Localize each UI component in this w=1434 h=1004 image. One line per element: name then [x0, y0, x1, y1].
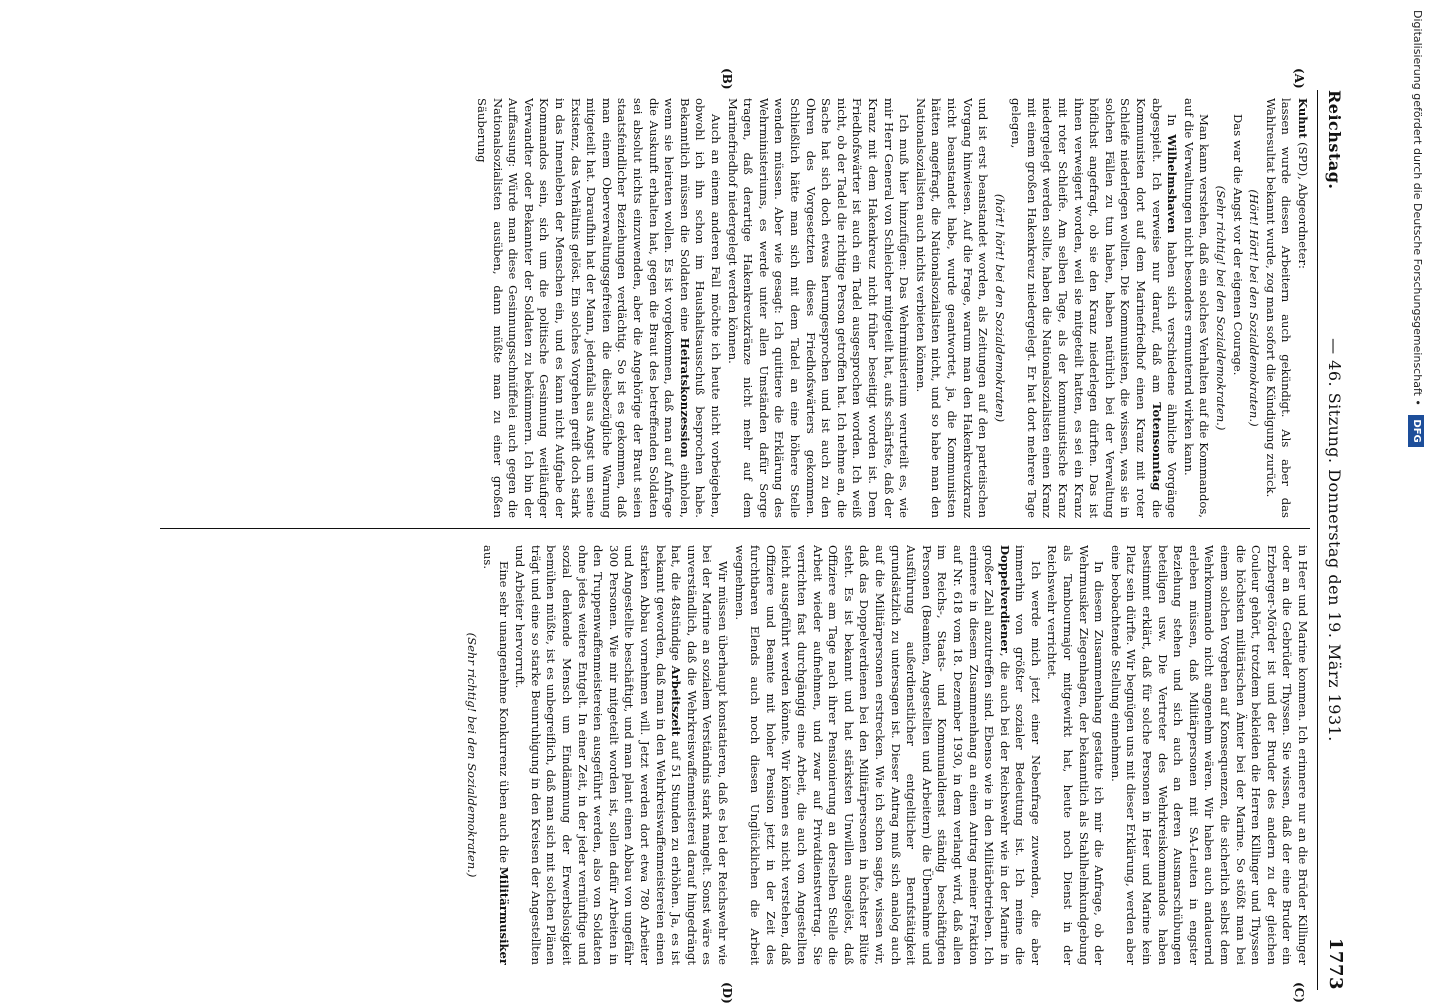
paragraph-arbeitszeit: Wir müssen überhaupt konstatieren, daß es bei der Reichswehr wie bei der Marine an sozialem Verständnis stark mangelt. Sonst wäre es unverständlich, daß die Wehrkreiswaffenmeisterei darauf hingedrängt hat, die 48stündige Arbeitszeit auf 51 Stunden zu erhöhen. Ja, es ist bekannt geworden, daß man in den Wehrkreiswaffenmeistereien einen starken Abbau vornehmen will. Jetzt werden dort etwa 780 Arbeiter und Angestellte beschäftigt, und man plant einen Abbau von ungefähr 300 Personen. Wie mir mitgeteilt worden ist, sollen dafür Arbeiten in den Truppenwaffenmeistereien ausgeführt werden, also von Soldaten ohne jedes weitere Entgelt. In einer Zeit, in der jeder vernünftige und sozial denkende Mensch um Eindämmung der Erwerbslosigkeit bemühen müßte, ist es unbegreiflich, daß man sich mit solchen Plänen trägt und eine so starke Beunruhigung in den Kreisen der Angestellten und Arbeiter hervorruft.: [513, 545, 731, 965]
paragraph: in Heer und Marine kommen. Ich erinnere nur an die Brüder Killinger oder an die Gebrüder Thyssen. Sie wissen, daß der eine Bruder ein Erzberger-Mörder ist und der Bruder des andern zu der gleichen Couleur gehört, trotzdem bekleiden die Herren Killinger und Thyssen die höchsten militärischen Ämter bei der Marine. So stößt man bei einem solchen Vorgehen auf Konsequenzen, die sicherlich selbst dem Wehrkommando nicht angenehm wären. Wir haben auch andauernd erleben müssen, daß Militärpersonen mit SA-Leuten in engster Beziehung stehen und sich auch an deren Ausmarschübungen beteiligen usw. Die Vertreter des Wehrkreiskommandos haben bestimmt erklärt, daß für solche Personen in Heer und Marine kein Platz sein dürfte. Wir begnügen uns mit dieser Erklärung, werden aber eine beobachtende Stellung einnehmen.: [1108, 545, 1310, 965]
paragraph: und ist erst beanstandet worden, als Zeitungen auf den parteiischen Vorgang hinwiesen. Auf die Frage, warum man den Hakenkreuzkranz nicht beanstandet habe, wurde geantwortet, ja, die Kommunisten hätten angefragt, die Nationalsozialisten nicht, und so habe man den Nationalsozialisten auch nichts verbieten können.: [913, 98, 991, 518]
dfg-logo: DFG: [1408, 415, 1424, 446]
credit-text: [1406, 10, 1428, 990]
margin-marker-b: (B): [720, 68, 734, 90]
credit-label: Digitalisierung gefördert durch die Deutsche Forschungsgemeinschaft •: [1411, 10, 1424, 406]
margin-marker-c: (C): [1292, 982, 1306, 1003]
paragraph: In diesem Zusammenhang gestatte ich mir die Anfrage, ob der Wehrmusiker Ziegenhagen, der bekanntlich als Stahlhelmkundgebung als Tambourmajor mitgewirkt hat, heute noch Dienst in der Reichswehr verrichtet.: [1045, 545, 1107, 965]
interjection: (Sehr richtig! bei den Sozialdemokraten.): [464, 632, 479, 878]
bold-keyword: Totensonntag: [1149, 402, 1164, 491]
bold-keyword: Militärmusiker: [496, 866, 511, 965]
speaker-name: Kuhnt: [1296, 98, 1310, 139]
bold-keyword: Heiratskonzession: [677, 337, 692, 458]
paragraph: Das war die Angst vor der eigenen Courage.: [1230, 114, 1245, 376]
interjection: (Hört! Hört! bei den Sozialdemokraten.): [1247, 189, 1262, 427]
column-divider: [160, 528, 1310, 529]
header-title: — 46. Sitzung. Donnerstag den 19. März 1931.: [1325, 338, 1344, 742]
paragraph-heiratskonzession: Auch an einem anderen Fall möchte ich heute nicht vorbeigehen, obwohl ich ihn schon im Haushaltsausschuß besprochen habe. Bekanntlich müssen die Soldaten eine Heiratskonzession einholen, wenn sie heiraten wollen. Es ist vorgekommen, daß man auf Anfrage die Auskunft erhalten hat, gegen die Braut des betreffenden Soldaten sei absolut nichts einzuwenden, aber die Angehörige der Braut seien staatsfeindlicher Beziehungen verdächtig. So ist es gekommen, daß man einem Oberverwaltungsgefreiten die diesbezügliche Warnung mitgeteilt hat. Daraufhin hat der Mann, jedenfalls aus Angst um seine Existenz, das Verhältnis gelöst. Ein solches Vorgehen greift doch stark in das Innenleben der Menschen ein, und es kann nicht Aufgabe der Kommandos sein, sich um die politische Gesinnung weitläufiger Verwandter oder Bekannter der Soldaten zu bekümmern. Ich bin der Auffassung: Würde man diese Gesinnungsschnüffelei auch gegen die Nationalsozialisten ausüben, dann müßte man zu einer großen Säuberung: [475, 98, 724, 518]
bold-keyword: Wilhelmshaven: [1165, 134, 1180, 234]
paragraph: Ich muß hier hinzufügen: Das Wehrministerium verurteilt es, wie mir Herr General von Schleicher mitgeteilt hat, aufs schärfste, daß der Kranz mit dem Hakenkreuz nicht früher beseitigt worden ist. Dem Friedhofswärter ist auch ein Tadel ausgesprochen worden. Ich weiß nicht, ob der Tadel die richtige Person getroffen hat. Ich nehme an, die Sache hat sich doch etwas herumgesprochen und ist auch zu den Ohren des Vorgesetzten dieses Friedhofswärters gekommen. Schließlich hätte man sich mit dem Tadel an eine höhere Stelle wenden müssen. Aber wie gesagt: Ich quittiere die Erklärung des Wehrministeriums, es werde unter allen Umständen dafür Sorge tragen, daß derartige Hakenkreuzkränze nicht mehr auf dem Marinefriedhof niedergelegt werden können.: [725, 98, 912, 518]
digitization-credit: [1406, 10, 1428, 990]
left-text-column: [160, 98, 1310, 518]
bold-keyword: Doppelverdiener: [997, 545, 1012, 653]
page-header: [1317, 90, 1346, 990]
paragraph-militaermusiker: Eine sehr unangenehme Konkurrenz üben auch die Militärmusiker aus.: [481, 545, 511, 965]
paragraph: lassen wurde diesen Arbeitern auch gekündigt. Als aber das Wahlresultat bekannt wurde, zog man sofort die Kündigung zurück.: [1263, 98, 1294, 518]
interjection: (hört! hört! bei den Sozialdemokraten): [992, 193, 1007, 423]
margin-marker-a: (A): [1292, 68, 1306, 89]
speaker-role: (SPD), Abgeordneter:: [1296, 142, 1310, 269]
paragraph-wilhelmshaven: In Wilhelmshaven haben sich verschiedene ähnliche Vorgänge abgespielt. Ich verweise nur darauf, daß am Totensonntag die Kommunisten dort auf dem Marinefriedhof einen Kranz mit roter Schleife niederlegen wollten. Die Kommunisten, die wissen, was sie in solchen Fällen zu tun haben, haben natürlich bei der Verwaltung höflichst angefragt, ob sie den Kranz niederlegen dürften. Das ist ihnen verweigert worden, weil sie mitgeteilt hatten, es sei ein Kranz mit roter Schleife. Am selben Tage, als der kommunistische Kranz niedergelegt werden sollte, haben die Nationalsozialisten einen Kranz mit einem großen Hakenkreuz niedergelegt. Er hat dort mehrere Tage gelegen,: [1009, 98, 1180, 518]
right-text-column: [160, 545, 1310, 965]
speaker-line: [1294, 98, 1310, 518]
paragraph-doppelverdiener: Ich werde mich jetzt einer Nebenfrage zuwenden, die aber immerhin von größter sozialer Bedeutung ist. Ich meine die Doppelverdiener, die auch bei der Reichswehr wie in der Marine in großer Zahl anzutreffen sind. Ebenso wie in den Militärbetrieben. Ich erinnere in diesem Zusammenhang an einen Antrag meiner Fraktion auf Nr. 618 vom 18. Dezember 1930, in dem verlangt wird, daß allen im Reichs-, Staats- und Kommunaldienst ständig beschäftigten Personen (Beamten, Angestellten und Arbeitern) die Übernahme und Ausführung außerdienstlicher entgeltlicher Berufstätigkeit grundsätzlich zu untersagen ist. Dieser Antrag muß sich analog auch auf die Militärpersonen erstrecken. Wie ich schon sagte, wissen wir, daß das Doppelverdienen bei den Militärpersonen in höchster Blüte steht. Es ist bekannt und hat stärksten Unwillen ausgelöst, daß Offiziere am Tage nach ihrer Pensionierung an derselben Stelle die Arbeit wieder aufnehmen, und zwar auf Privatdienstvertrag. Sie verrichten fast durchgängig eine Arbeit, die auch von Angestellten leicht ausgeführt werden könnte. Wir können es nicht verstehen, daß Offiziere und Beamte mit hoher Pension jetzt in der Zeit des furchtbaren Elends auch noch diesen Unglücklichen die Arbeit wegnehmen.: [732, 545, 1043, 965]
page-number: 1773: [1325, 937, 1346, 990]
margin-marker-d: (D): [720, 982, 734, 1004]
header-left: Reichstag.: [1325, 90, 1344, 190]
bold-keyword: Arbeitszeit: [669, 665, 684, 737]
interjection: (Sehr richtig! bei den Sozialdemokraten.): [1214, 185, 1229, 431]
paragraph: Man kann verstehen, daß ein solches Verhalten auf die Kommandos, auf die Verwaltungen nicht besonders ermunternd wirken kann.: [1181, 98, 1212, 518]
